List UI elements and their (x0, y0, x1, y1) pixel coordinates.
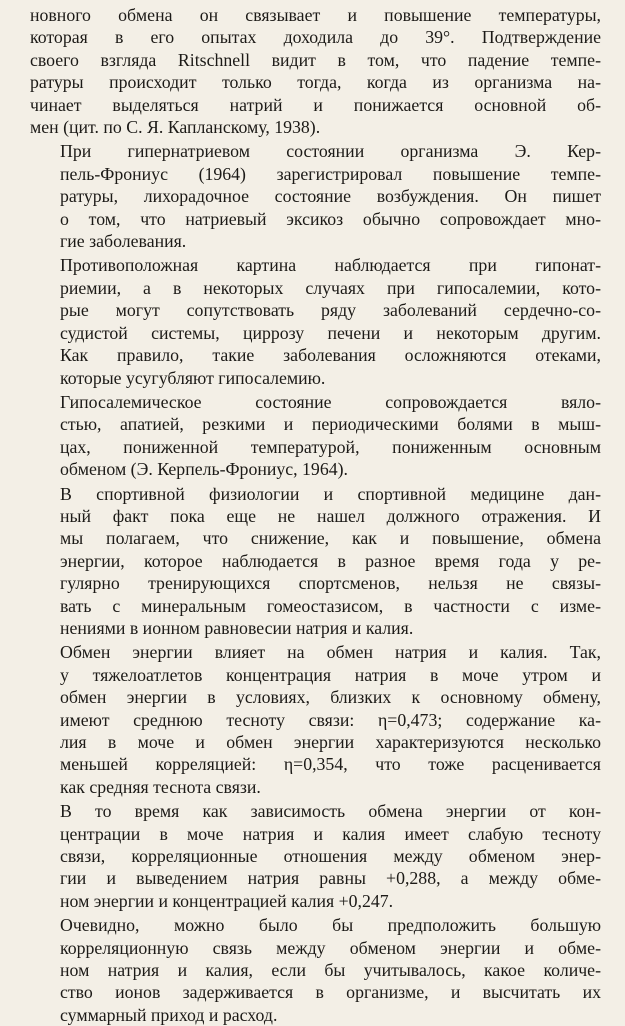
text-line: стью, апатией, резкими и периодическими болями в мыш- (60, 414, 601, 435)
text-line: ство ионов задерживается в организме, и высчитать их (60, 982, 601, 1003)
text-line: о том, что натриевый эксикоз обычно сопровождает мно- (60, 208, 601, 229)
text-line: связи, корреляционные отношения между обменом энер- (60, 846, 601, 867)
text-line: гие заболевания. (60, 231, 187, 252)
text-line: судистой системы, циррозу печени и некоторым другим. (60, 322, 601, 343)
text-line: Очевидно, можно было бы предположить большую (60, 915, 601, 936)
text-line: которая в его опытах доходила до 39°. Подтверждение (30, 27, 601, 48)
text-line: ратуры происходит только тогда, когда из организма на- (30, 72, 601, 93)
paragraph-3 (30, 254, 601, 388)
text-line: которые усугубляют гипосалемию. (60, 367, 326, 388)
text-line: Гипосалемическое состояние сопровождается вяло- (60, 391, 601, 412)
text-line: ный факт пока еще не нашел должного отражения. И (60, 505, 601, 526)
text-line: Противоположная картина наблюдается при гипонат- (60, 255, 601, 276)
text-line: корреляционную связь между обменом энергии и обме- (60, 937, 601, 958)
text-line: нениями в ионном равновесии натрия и калия. (60, 617, 414, 638)
paragraph-5 (30, 483, 601, 640)
text-line: В то время как зависимость обмена энергии от кон- (60, 801, 601, 822)
text-line: В спортивной физиологии и спортивной медицине дан- (60, 483, 601, 504)
text-line: риемии, а в некоторых случаях при гипосалемии, кото- (60, 277, 601, 298)
text-line: энергии, которое наблюдается в разное время года у ре- (60, 550, 601, 571)
text-line: вать с минеральным гомеостазисом, в частности с изме- (60, 595, 601, 616)
text-line: своего взгляда Ritschnell видит в том, что падение темпе- (30, 49, 601, 70)
text-line: обмен энергии в условиях, близких к основному обмену, (60, 687, 601, 708)
paragraph-7 (30, 800, 601, 912)
text-line: имеют среднюю тесноту связи: η=0,473; содержание ка- (60, 709, 601, 730)
text-line: ном натрия и калия, если бы учитывалось, какое количе- (60, 960, 601, 981)
text-line: гии и выведением натрия равны +0,288, а между обме- (60, 868, 601, 889)
text-line: чинает выделяться натрий и понижается основной об- (30, 94, 601, 115)
text-line: суммарный приход и расход. (60, 1004, 278, 1025)
text-line: При гипернатриевом состоянии организма Э. Кер- (60, 141, 601, 162)
paragraph-6 (30, 641, 601, 798)
text-line: гулярно тренирующихся спортсменов, нельзя не связы- (60, 573, 601, 594)
text-line: центрации в моче натрия и калия имеет слабую тесноту (60, 823, 601, 844)
text-line: мен (цит. по С. Я. Капланскому, 1938). (30, 117, 321, 138)
text-line: Как правило, такие заболевания осложняются отеками, (60, 345, 601, 366)
text-line: лия в моче и обмен энергии характеризуются несколько (60, 732, 601, 752)
text-line: ратуры, лихорадочное состояние возбуждения. Он пишет (60, 186, 601, 207)
text-line: цах, пониженной температурой, пониженным основным (60, 436, 601, 457)
text-line: как средняя теснота связи. (60, 776, 261, 797)
paragraph-2 (30, 140, 601, 252)
text-line: ном энергии и концентрацией калия +0,247. (60, 890, 394, 911)
text-line: рые могут сопутствовать ряду заболеваний сердечно-со- (60, 300, 601, 321)
text-line: обменом (Э. Керпель-Фрониус, 1964). (60, 459, 348, 480)
text-line: меньшей корреляцией: η=0,354, что тоже расценивается (60, 754, 601, 775)
text-line: у тяжелоатлетов концентрация натрия в моче утром и (60, 664, 601, 685)
text-line: мы полагаем, что снижение, как и повышение, обмена (60, 528, 601, 549)
paragraph-8 (30, 914, 601, 1026)
text-line: пель-Фрониус (1964) зарегистрировал повышение темпе- (60, 163, 601, 184)
text-line: новного обмена он связывает и повышение температуры, (30, 5, 601, 25)
text-line: Обмен энергии влияет на обмен натрия и калия. Так, (60, 642, 601, 663)
paragraph-1 (30, 4, 601, 138)
paragraph-4 (30, 391, 601, 481)
